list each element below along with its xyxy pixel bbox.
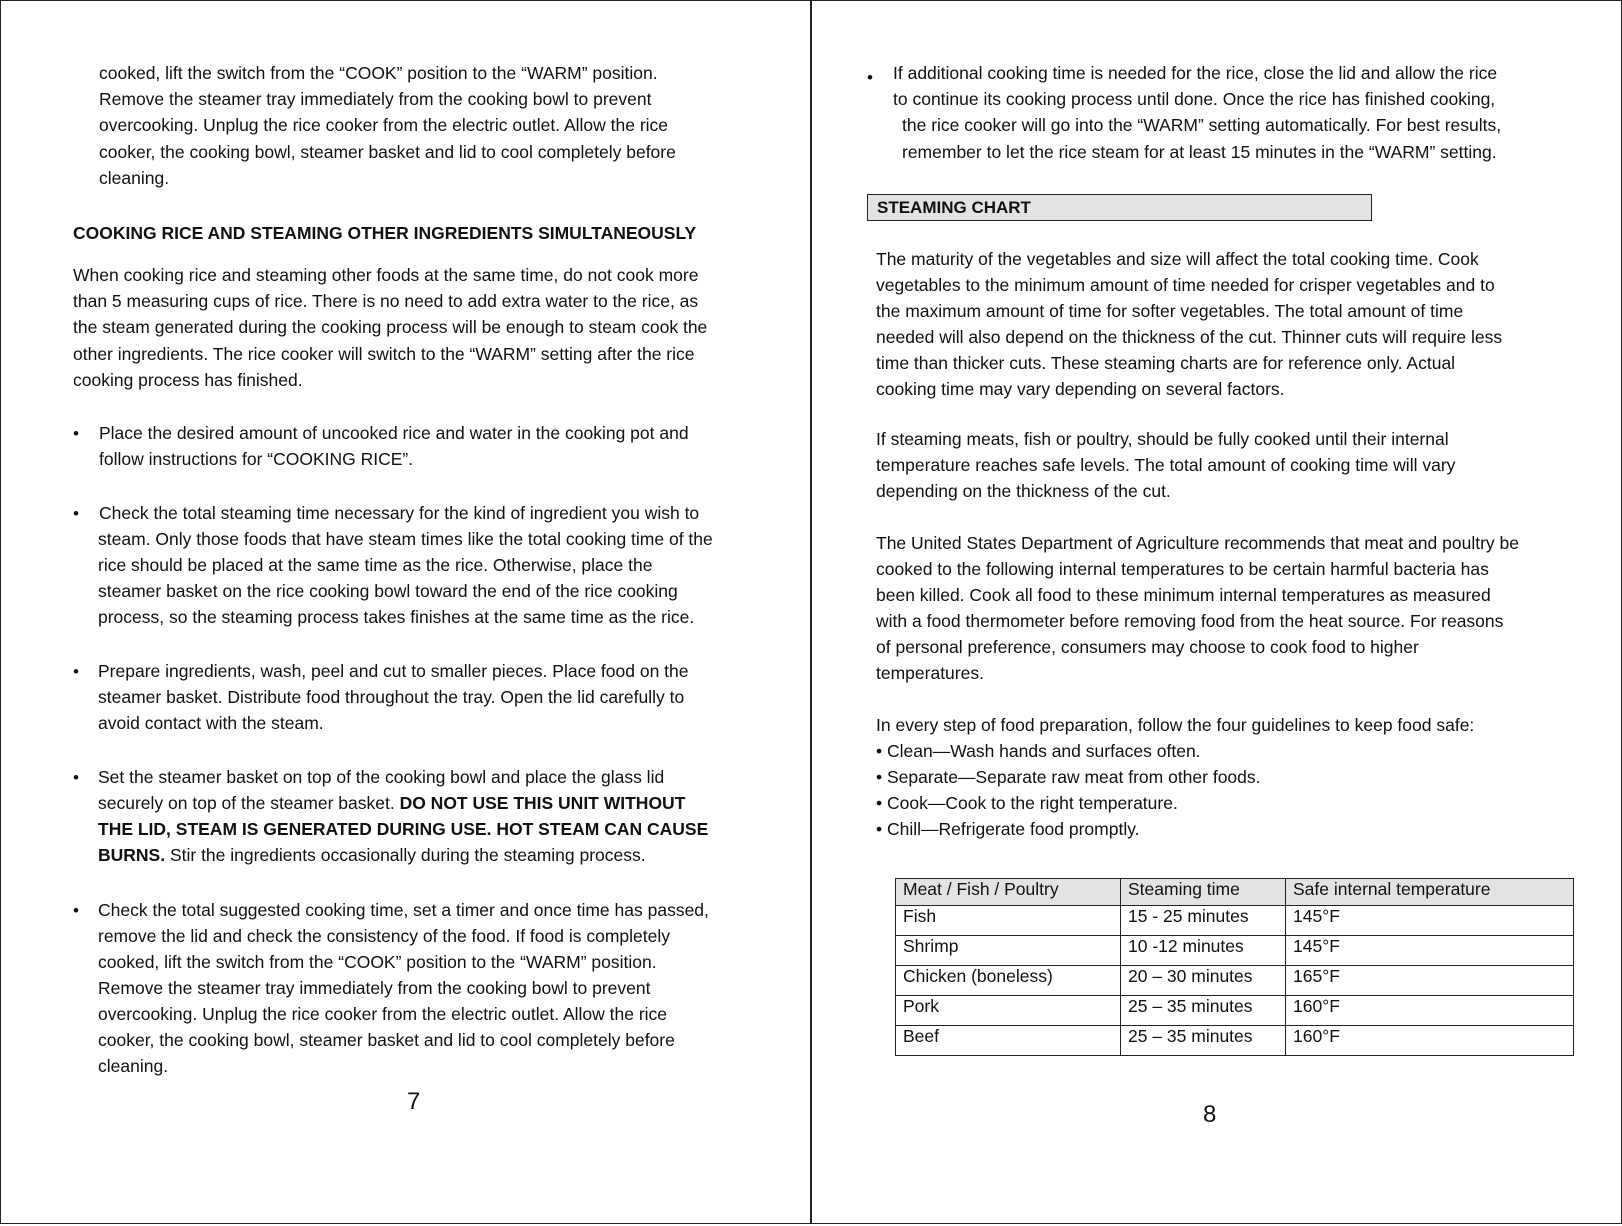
- text-line: cooker, the cooking bowl, steamer basket and lid to cool completely before: [99, 142, 676, 162]
- table-cell: Pork: [896, 996, 1121, 1026]
- text-line: been killed. Cook all food to these minimum internal temperatures as measured: [876, 585, 1491, 605]
- text-line: If additional cooking time is needed for the rice, close the lid and allow the rice: [893, 63, 1498, 83]
- text-line: other ingredients. The rice cooker will switch to the “WARM” setting after the rice: [73, 344, 695, 364]
- table-header-row: [896, 879, 1574, 906]
- bullet-glyph: •: [867, 68, 873, 87]
- text-line: Set the steamer basket on top of the cooking bowl and place the glass lid: [98, 767, 665, 787]
- table-cell: 165°F: [1286, 966, 1574, 996]
- text-line: follow instructions for “COOKING RICE”.: [99, 449, 414, 469]
- text-line: the rice cooker will go into the “WARM” setting automatically. For best results,: [902, 115, 1502, 135]
- table-cell: Shrimp: [896, 936, 1121, 966]
- column-header: Steaming time: [1121, 879, 1286, 906]
- text-line: to continue its cooking process until done. Once the rice has finished cooking,: [893, 89, 1496, 109]
- table-row: [896, 906, 1574, 936]
- text-line: the maximum amount of time for softer vegetables. The total amount of time: [876, 301, 1464, 321]
- table-cell: Chicken (boneless): [896, 966, 1121, 996]
- guideline-item: • Cook—Cook to the right temperature.: [876, 793, 1178, 813]
- guideline-item: • Clean—Wash hands and surfaces often.: [876, 741, 1201, 761]
- text-line: remember to let the rice steam for at least 15 minutes in the “WARM” setting.: [902, 142, 1497, 162]
- text-line: If steaming meats, fish or poultry, should be fully cooked until their internal: [876, 429, 1449, 449]
- section-heading: COOKING RICE AND STEAMING OTHER INGREDIENTS SIMULTANEOUSLY: [73, 223, 697, 243]
- text-line: with a food thermometer before removing food from the heat source. For reasons: [876, 611, 1504, 631]
- bullet-glyph: •: [73, 662, 79, 681]
- table-cell: 25 – 35 minutes: [1121, 996, 1286, 1026]
- text-line: avoid contact with the steam.: [98, 713, 324, 733]
- table-cell: 145°F: [1286, 936, 1574, 966]
- bullet-glyph: •: [73, 901, 79, 920]
- text-line: of personal preference, consumers may choose to cook food to higher: [876, 637, 1419, 657]
- text-line: cooked, lift the switch from the “COOK” position to the “WARM” position.: [99, 63, 658, 83]
- text-line: cooker, the cooking bowl, steamer basket and lid to cool completely before: [98, 1030, 675, 1050]
- text-line: steamer basket. Distribute food throughout the tray. Open the lid carefully to: [98, 687, 685, 707]
- text-line: overcooking. Unplug the rice cooker from the electric outlet. Allow the rice: [99, 115, 669, 135]
- table-row: [896, 936, 1574, 966]
- text-line: remove the lid and check the consistency of the food. If food is completely: [98, 926, 670, 946]
- table-row: [896, 1026, 1574, 1056]
- text-line: [98, 790, 685, 816]
- warning-text: DO NOT USE THIS UNIT WITHOUT: [399, 793, 686, 813]
- text-line: Check the total suggested cooking time, set a timer and once time has passed,: [98, 900, 709, 920]
- text-line: overcooking. Unplug the rice cooker from the electric outlet. Allow the rice: [98, 1004, 668, 1024]
- table-row: [896, 996, 1574, 1026]
- text-line: process, so the steaming process takes finishes at the same time as the rice.: [98, 607, 695, 627]
- table-cell: 160°F: [1286, 996, 1574, 1026]
- text-line: needed will also depend on the thickness of the cut. Thinner cuts will require less: [876, 327, 1503, 347]
- text-line: time than thicker cuts. These steaming charts are for reference only. Actual: [876, 353, 1456, 373]
- text-line: cleaning.: [98, 1056, 169, 1076]
- text-line: cooked, lift the switch from the “COOK” position to the “WARM” position.: [98, 952, 657, 972]
- text-line: Prepare ingredients, wash, peel and cut to smaller pieces. Place food on the: [98, 661, 689, 681]
- table-cell: 10 -12 minutes: [1121, 936, 1286, 966]
- text-line: Remove the steamer tray immediately from the cooking bowl to prevent: [99, 89, 652, 109]
- text-line: Check the total steaming time necessary for the kind of ingredient you wish to: [99, 503, 700, 523]
- guideline-item: • Separate—Separate raw meat from other foods.: [876, 767, 1261, 787]
- text-line: temperature reaches safe levels. The total amount of cooking time will vary: [876, 455, 1456, 475]
- text-line: The United States Department of Agriculture recommends that meat and poultry be: [876, 533, 1519, 553]
- table-row: [896, 966, 1574, 996]
- guideline-item: • Chill—Refrigerate food promptly.: [876, 819, 1140, 839]
- text-line: cleaning.: [99, 168, 170, 188]
- table-cell: 15 - 25 minutes: [1121, 906, 1286, 936]
- table-cell: Beef: [896, 1026, 1121, 1056]
- text-line: The maturity of the vegetables and size will affect the total cooking time. Cook: [876, 249, 1479, 269]
- table-cell: 20 – 30 minutes: [1121, 966, 1286, 996]
- section-title-box: [867, 194, 1372, 221]
- text-run: securely on top of the steamer basket.: [98, 793, 400, 813]
- table-cell: Fish: [896, 906, 1121, 936]
- warning-text: BURNS.: [98, 845, 166, 865]
- text-line: rice should be placed at the same time as the rice. Otherwise, place the: [98, 555, 653, 575]
- text-line: In every step of food preparation, follow the four guidelines to keep food safe:: [876, 715, 1475, 735]
- table-cell: 145°F: [1286, 906, 1574, 936]
- text-line: steam. Only those foods that have steam times like the total cooking time of the: [98, 529, 713, 549]
- table-cell: 25 – 35 minutes: [1121, 1026, 1286, 1056]
- text-line: cooking process has finished.: [73, 370, 303, 390]
- text-line: the steam generated during the cooking process will be enough to steam cook the: [73, 317, 708, 337]
- steaming-table: [895, 878, 1574, 1056]
- text-line: vegetables to the minimum amount of time needed for crisper vegetables and to: [876, 275, 1495, 295]
- text-line: cooking time may vary depending on several factors.: [876, 379, 1285, 399]
- text-line: Remove the steamer tray immediately from the cooking bowl to prevent: [98, 978, 651, 998]
- text-line: steamer basket on the rice cooking bowl toward the end of the rice cooking: [98, 581, 678, 601]
- page-number: 8: [1203, 1101, 1217, 1128]
- table-cell: 160°F: [1286, 1026, 1574, 1056]
- text-line: temperatures.: [876, 663, 984, 683]
- text-run: Stir the ingredients occasionally during the steaming process.: [165, 845, 646, 865]
- column-header: Safe internal temperature: [1286, 879, 1574, 906]
- page-number: 7: [407, 1088, 421, 1115]
- text-line: [98, 842, 646, 868]
- section-title: STEAMING CHART: [877, 198, 1031, 217]
- text-line: depending on the thickness of the cut.: [876, 481, 1171, 501]
- text-line: cooked to the following internal temperatures to be certain harmful bacteria has: [876, 559, 1489, 579]
- column-header: Meat / Fish / Poultry: [896, 879, 1121, 906]
- text-line: When cooking rice and steaming other foods at the same time, do not cook more: [73, 265, 699, 285]
- text-line: Place the desired amount of uncooked rice and water in the cooking pot and: [99, 423, 689, 443]
- text-line: than 5 measuring cups of rice. There is no need to add extra water to the rice, as: [73, 291, 699, 311]
- bullet-glyph: •: [73, 768, 79, 787]
- bullet-glyph: •: [73, 424, 79, 443]
- bullet-glyph: •: [73, 504, 79, 523]
- warning-text: THE LID, STEAM IS GENERATED DURING USE. HOT STEAM CAN CAUSE: [98, 819, 709, 839]
